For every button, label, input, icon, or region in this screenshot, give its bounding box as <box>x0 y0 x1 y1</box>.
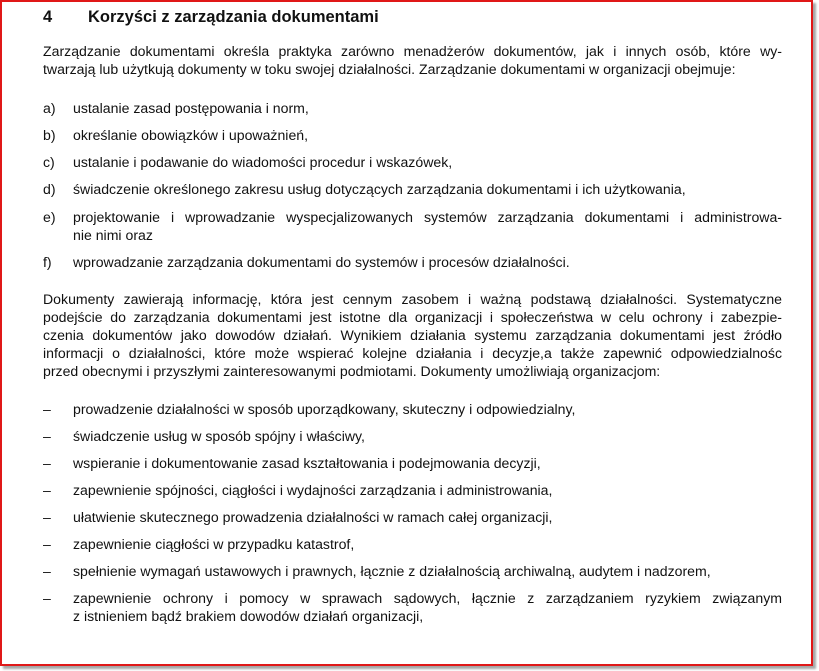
list-item <box>43 508 782 526</box>
list-marker: d) <box>43 181 56 197</box>
list-marker: b) <box>43 127 56 143</box>
list-item-text: nie nimi oraz <box>73 227 153 243</box>
list-marker: f) <box>43 254 52 270</box>
body-paragraph <box>43 290 782 380</box>
list-item-text: zapewnienie ciągłości w przypadku katastrof, <box>73 536 355 552</box>
intro-paragraph <box>43 42 782 78</box>
list-item-text: prowadzenie działalności w sposób uporządkowany, skuteczny i odpowiedzialny, <box>73 401 576 417</box>
list-item <box>43 153 782 171</box>
list-marker: e) <box>43 209 56 225</box>
section-number: 4 <box>43 8 53 26</box>
list-item <box>43 99 782 117</box>
body-line: przed obecnymi i przyszłymi zainteresowanymi podmiotami. Dokumenty umożliwiają organizacjom: <box>43 363 661 379</box>
list-item-text: z istnieniem bądź brakiem dowodów działań organizacji, <box>73 608 424 624</box>
intro-line: Zarządzanie dokumentami określa praktyka zarówno menadżerów dokumentów, jak i innych osób, które wy- <box>43 43 782 59</box>
intro-line: twarzają lub użytkują dokumenty w toku swojej działalności. Zarządzanie dokumentami w organizacji obejmuje: <box>43 61 736 77</box>
list-marker: a) <box>43 100 56 116</box>
list-item-text: wspieranie i dokumentowanie zasad kształtowania i podejmowania decyzji, <box>73 455 541 471</box>
list-item <box>43 253 782 271</box>
list-marker: – <box>43 563 51 579</box>
body-line: czenia dokumentów jako dowodów działań. Wynikiem działania systemu zarządzania dokumentami jest źródło <box>43 327 782 343</box>
list-item <box>43 208 782 244</box>
list-item-text: świadczenie określonego zakresu usług dotyczących zarządzania dokumentami i ich użytkowania, <box>73 181 686 197</box>
list-item <box>43 535 782 553</box>
list-item-text: wprowadzanie zarządzania dokumentami do systemów i procesów działalności. <box>73 254 570 270</box>
list-item <box>43 126 782 144</box>
list-item <box>43 180 782 198</box>
list-item-text: ustalanie i podawanie do wiadomości procedur i wskazówek, <box>73 154 453 170</box>
list-item-text: projektowanie i wprowadzanie wyspecjalizowanych systemów zarządzania dokumentami i administrowa- <box>73 209 782 225</box>
list-item <box>43 454 782 472</box>
list-item-text: zapewnienie ochrony i pomocy w sprawach sądowych, łącznie z zarządzaniem ryzykiem związanym <box>73 590 782 606</box>
list-item <box>43 481 782 499</box>
list-marker: c) <box>43 154 55 170</box>
section-heading <box>43 8 379 27</box>
list-marker: – <box>43 428 51 444</box>
list-item <box>43 562 782 580</box>
body-line: informacji o działalności, które może wspierać kolejne działania i decyzje,a także zapewnić odpowiedzialnośc <box>43 345 782 361</box>
list-marker: – <box>43 590 51 606</box>
list-marker: – <box>43 455 51 471</box>
list-item-text: świadczenie usług w sposób spójny i właściwy, <box>73 428 365 444</box>
section-title: Korzyści z zarządzania dokumentami <box>88 8 379 26</box>
list-item-text: spełnienie wymagań ustawowych i prawnych, łącznie z działalnością archiwalną, audytem i nadzorem, <box>73 563 711 579</box>
list-item-text: zapewnienie spójności, ciągłości i wydajności zarządzania i administrowania, <box>73 482 553 498</box>
list-item-text: ustalanie zasad postępowania i norm, <box>73 100 309 116</box>
body-line: Dokumenty zawierają informację, która jest cennym zasobem i ważną podstawą działalności. Systematyczne <box>43 291 782 307</box>
list-marker: – <box>43 536 51 552</box>
list-item <box>43 589 782 625</box>
list-item <box>43 427 782 445</box>
body-line: podejście do zarządzania dokumentami jest istotne dla organizacji i społeczeństwa w celu ochrony i zabezpie- <box>43 309 782 325</box>
list-marker: – <box>43 509 51 525</box>
list-marker: – <box>43 482 51 498</box>
list-item-text: określanie obowiązków i upoważnień, <box>73 127 309 143</box>
list-item <box>43 400 782 418</box>
list-item-text: ułatwienie skutecznego prowadzenia działalności w ramach całej organizacji, <box>73 509 553 525</box>
list-marker: – <box>43 401 51 417</box>
